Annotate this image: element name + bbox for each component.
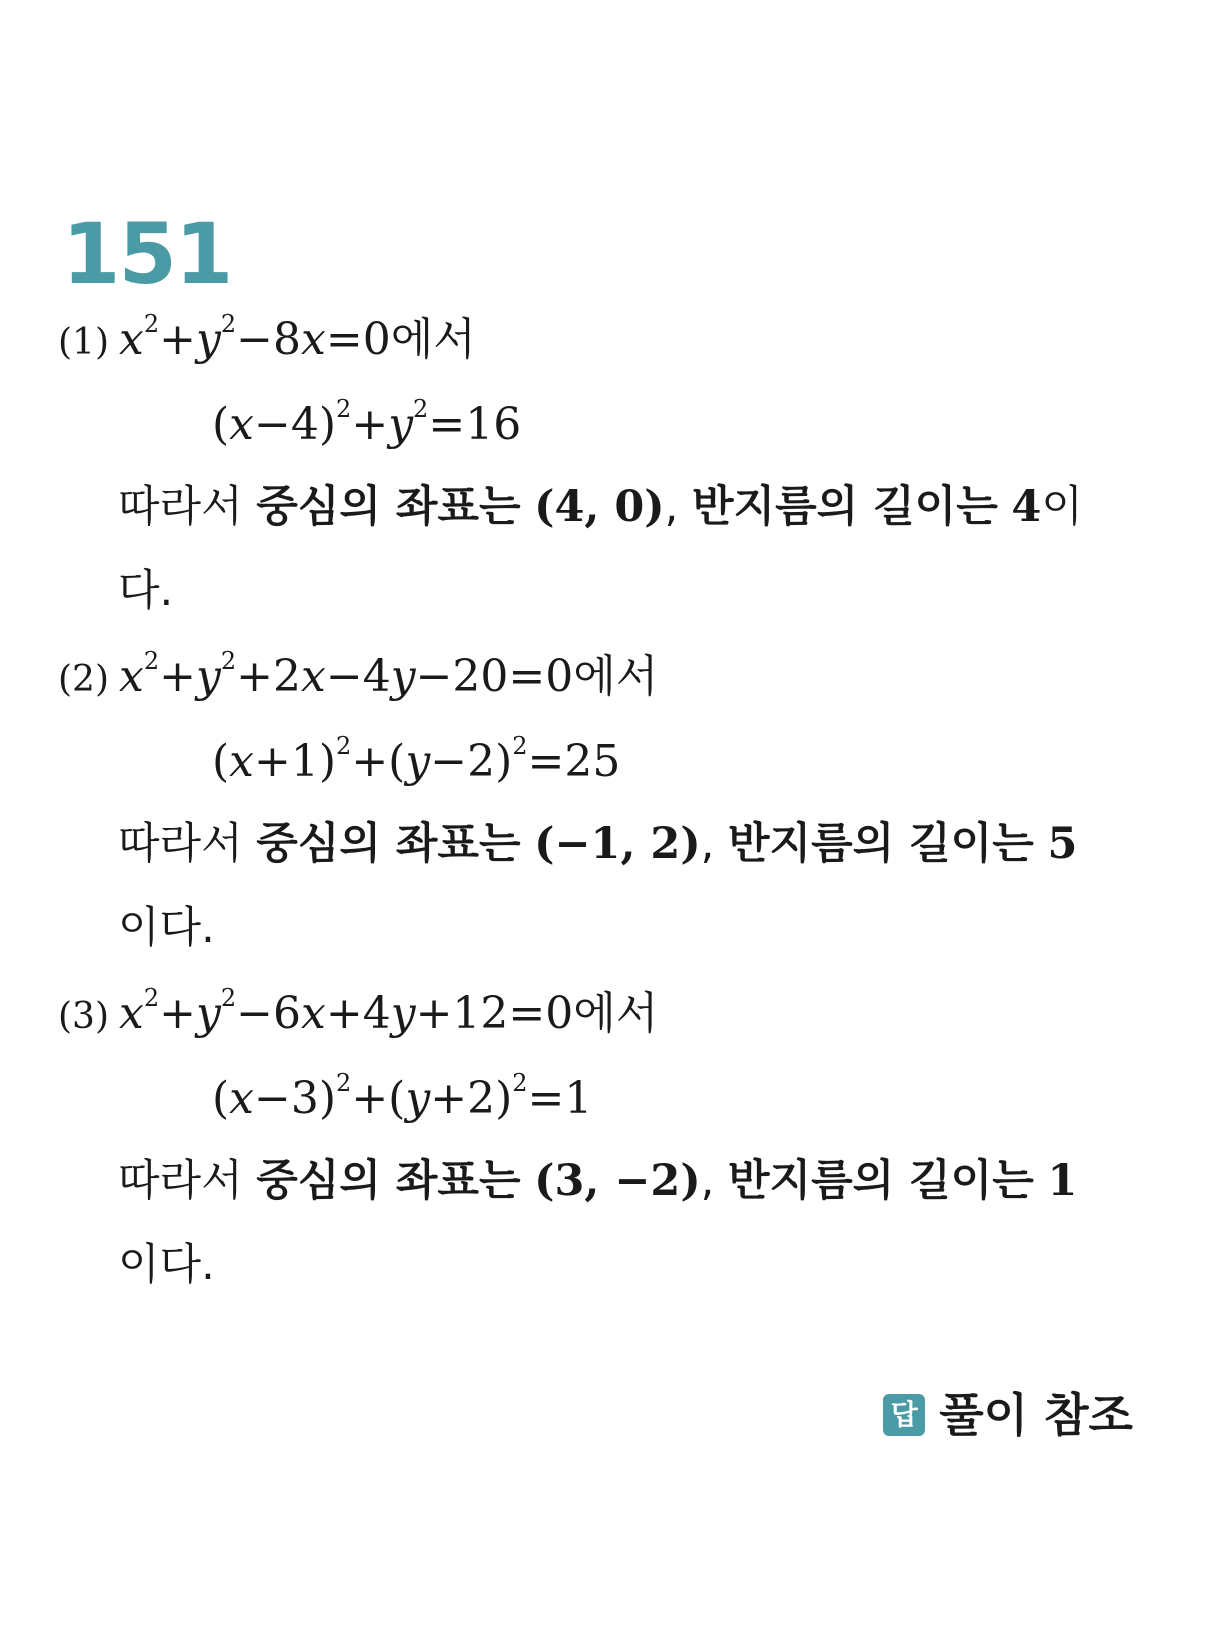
part-2-center: (−1, 2) xyxy=(534,819,701,869)
part-3-standard-form: $(x-3)^2+(y+2)^2=1$ xyxy=(212,1069,593,1124)
part-3-conclusion-start: 따라서 xyxy=(118,1156,257,1206)
part-1-ending-line1: 이 xyxy=(1041,482,1083,532)
part-2-given-suffix: 에서 xyxy=(573,651,659,702)
part-2-center-label: 중심의 좌표는 xyxy=(256,819,521,869)
part-2-given-equation: $x^2+y^2+2x-4y-20=0$ xyxy=(119,647,574,702)
part-1-standard-form: $(x-4)^2+y^2=16$ xyxy=(212,395,522,450)
problem-number: 151 xyxy=(62,205,232,303)
part-2-conclusion xyxy=(118,819,1078,869)
part-2-radius-label: 반지름의 길이는 xyxy=(728,819,1034,869)
part-3-ending: 이다. xyxy=(118,1240,215,1290)
answer xyxy=(883,1388,1133,1442)
part-3-radius: 1 xyxy=(1047,1156,1078,1206)
part-3-center: (3, −2) xyxy=(534,1156,701,1206)
part-1-conclusion xyxy=(118,482,1083,532)
part-1-conclusion-start: 따라서 xyxy=(118,482,257,532)
part-3-radius-label: 반지름의 길이는 xyxy=(728,1156,1034,1206)
part-2-radius: 5 xyxy=(1047,819,1078,869)
answer-badge: 답 xyxy=(883,1394,925,1436)
part-3-given xyxy=(58,984,659,1039)
part-3-given-equation: $x^2+y^2-6x+4y+12=0$ xyxy=(119,984,574,1039)
part-2-label: (2) xyxy=(58,659,109,700)
part-1-center-label: 중심의 좌표는 xyxy=(256,482,521,532)
part-1-given-equation: $x^2+y^2-8x=0$ xyxy=(119,310,391,365)
part-3-center-label: 중심의 좌표는 xyxy=(256,1156,521,1206)
part-1-given xyxy=(58,310,476,365)
part-2-comma: , xyxy=(700,819,729,869)
part-1-radius: 4 xyxy=(1011,482,1042,532)
part-3-conclusion xyxy=(118,1156,1078,1206)
part-3-comma: , xyxy=(700,1156,729,1206)
part-1-center: (4, 0) xyxy=(534,482,665,532)
part-2-given xyxy=(58,647,659,702)
part-1-radius-label: 반지름의 길이는 xyxy=(692,482,998,532)
part-3-given-suffix: 에서 xyxy=(573,988,659,1039)
part-3-label: (3) xyxy=(58,996,109,1037)
part-2-standard-form: $(x+1)^2+(y-2)^2=25$ xyxy=(212,732,621,787)
part-1-ending: 다. xyxy=(118,566,174,616)
part-1-comma: , xyxy=(664,482,692,532)
answer-text: 풀이 참조 xyxy=(939,1388,1133,1442)
part-2-ending: 이다. xyxy=(118,903,215,953)
part-1-given-suffix: 에서 xyxy=(390,314,476,365)
part-2-conclusion-start: 따라서 xyxy=(118,819,257,869)
part-1-label: (1) xyxy=(58,322,109,363)
